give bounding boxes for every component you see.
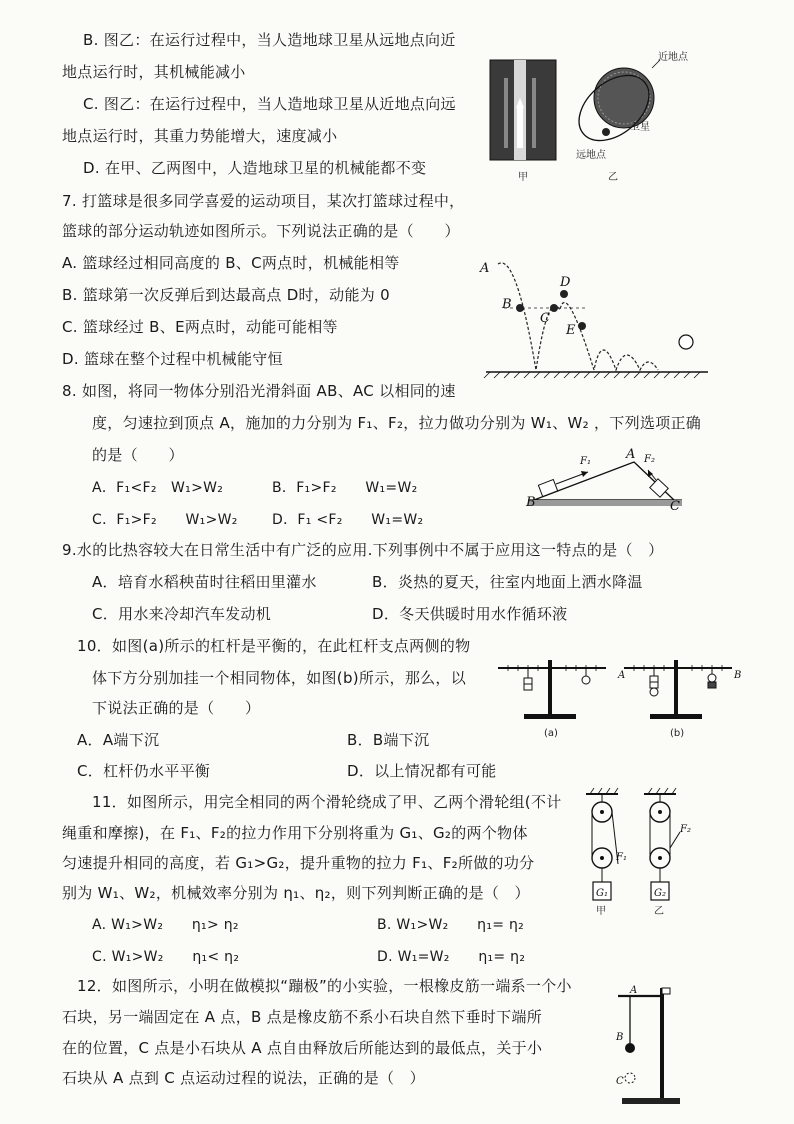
q12-stem-line1: 12．如图所示，小明在做模拟“蹦极”的小实验，一根橡皮筋一端系一个小: [77, 977, 572, 995]
q9-option-d: D．冬天供暖时用水作循环液: [372, 605, 568, 623]
q6-option-b-line2: 地点运行时，其机械能减小: [62, 63, 246, 81]
q7-option-a: A. 篮球经过相同高度的 B、C两点时，机械能相等: [62, 254, 400, 272]
q8-stem-line1: 8. 如图，将同一物体分别沿光滑斜面 AB、AC 以相同的速: [62, 382, 456, 400]
q8-option-a: A．F₁<F₂ W₁>W₂: [92, 480, 224, 496]
q11-label-f2: F₂: [680, 824, 691, 835]
q10-lever-a: [498, 660, 606, 719]
q10-lever-b: [624, 660, 732, 719]
q11-label-f1: F₁: [616, 852, 627, 863]
q10-caption-b: (b): [670, 728, 685, 739]
q10-figure: [494, 656, 744, 742]
q8-stem-line3: 的是（ ）: [92, 446, 184, 464]
q7-figure: [476, 250, 716, 380]
q6-figure: [484, 48, 688, 184]
q9-stem: 9.水的比热容较大在日常生活中有广泛的应用.下列事例中不属于应用这一特点的是（ ）: [62, 541, 664, 559]
q6-option-b-line1: B. 图乙：在运行过程中，当人造地球卫星从远地点向近: [83, 31, 456, 49]
q8-block-right: [650, 479, 668, 497]
q10-stem-line1: 10．如图(a)所示的杠杆是平衡的，在此杠杆支点两侧的物: [77, 637, 471, 655]
q11-option-a: A. W₁>W₂ η₁> η₂: [92, 917, 239, 933]
q11-option-d: D. W₁=W₂ η₁= η₂: [377, 949, 526, 965]
q8-label-a: A: [626, 447, 636, 462]
q8-option-d: D．F₁ <F₂ W₁=W₂: [272, 512, 424, 528]
q6-figure-yi-orbit: [567, 60, 662, 154]
q11-pulley-jia: [586, 788, 618, 900]
q10-label-a: A: [618, 670, 626, 681]
q6-caption-jia: 甲: [518, 172, 528, 183]
q11-stem-line3: 匀速提升相同的高度，若 G₁>G₂，提升重物的拉力 F₁、F₂所做的功分: [62, 854, 535, 872]
q11-caption-jia: 甲: [596, 906, 606, 917]
q6-figure-jia-photo: [490, 60, 556, 160]
q10-stem-line3: 下说法正确的是（ ）: [92, 699, 261, 717]
q12-stem-line4: 石块从 A 点到 C 点运动过程的说法，正确的是（ ）: [62, 1069, 425, 1087]
q12-label-c: C: [616, 1076, 624, 1087]
q6-option-c-line2: 地点运行时，其重力势能增大，速度减小: [62, 127, 338, 145]
q8-block-left: [538, 480, 557, 497]
q7-label-c: C: [540, 311, 550, 326]
q7-label-a: A: [480, 261, 490, 276]
q9-option-a: A．培育水稻秧苗时往稻田里灌水: [92, 573, 317, 591]
q8-figure: [526, 444, 686, 514]
q11-figure: [582, 788, 712, 926]
q7-point-e: [578, 322, 586, 330]
q12-stem-line3: 在的位置，C 点是小石块从 A 点自由释放后所能达到的最低点，关于小: [62, 1039, 543, 1057]
q10-option-d: D．以上情况都有可能: [347, 762, 497, 780]
q10-option-c: C．杠杆仍水平平衡: [77, 762, 211, 780]
q8-label-c: C: [670, 499, 680, 514]
q9-option-b: B．炎热的夏天，往室内地面上洒水降温: [372, 573, 643, 591]
q12-label-a: A: [630, 985, 638, 996]
q11-label-g1: G₁: [596, 888, 608, 899]
q8-option-b: B．F₁>F₂ W₁=W₂: [272, 480, 418, 496]
q7-label-d: D: [560, 275, 571, 290]
q7-option-d: D. 篮球在整个过程中机械能守恒: [62, 350, 283, 368]
q12-figure: [608, 984, 688, 1108]
q11-caption-yi: 乙: [654, 906, 664, 917]
q7-point-c: [550, 304, 558, 312]
q8-option-c: C．F₁>F₂ W₁>W₂: [92, 512, 238, 528]
q9-option-c: C．用水来冷却汽车发动机: [92, 605, 272, 623]
q11-label-g2: G₂: [654, 888, 666, 899]
q12-stem-line2: 石块，另一端固定在 A 点，B 点是橡皮筋不系小石块自然下垂时下端所: [62, 1008, 543, 1026]
q7-label-b: B: [502, 297, 512, 312]
q7-point-b: [516, 304, 524, 312]
q8-label-f1: F₁: [580, 456, 591, 467]
q11-option-c: C. W₁>W₂ η₁< η₂: [92, 949, 240, 965]
q7-option-c: C. 篮球经过 B、E两点时，动能可能相等: [62, 318, 338, 336]
q7-basketball: [679, 335, 693, 349]
q6-label-satellite: 卫星: [630, 122, 650, 133]
q6-option-c-line1: C. 图乙：在运行过程中，当人造地球卫星从近地点向远: [83, 95, 456, 113]
q6-label-apogee: 远地点: [576, 150, 606, 161]
q7-stem-line2: 篮球的部分运动轨迹如图所示。下列说法正确的是（ ）: [62, 222, 460, 240]
q6-option-d: D. 在甲、乙两图中，人造地球卫星的机械能都不变: [83, 159, 427, 177]
q12-label-b: B: [616, 1032, 624, 1043]
q8-label-f2: F₂: [644, 454, 655, 465]
q7-trajectory: [498, 263, 658, 370]
q10-stem-line2: 体下方分别加挂一个相同物体，如图(b)所示，那么，以: [92, 669, 467, 687]
q7-label-e: E: [566, 323, 576, 338]
q11-option-b: B. W₁>W₂ η₁= η₂: [377, 917, 525, 933]
q11-stem-line4: 别为 W₁、W₂，机械效率分别为 η₁、η₂，则下列判断正确的是（ ）: [62, 884, 530, 902]
q6-caption-yi: 乙: [608, 172, 618, 183]
q11-stem-line1: 11．如图所示，用完全相同的两个滑轮绕成了甲、乙两个滑轮组(不计: [92, 793, 562, 811]
q10-caption-a: (a): [544, 728, 558, 739]
q11-stem-line2: 绳重和摩擦)，在 F₁、F₂的拉力作用下分别将重为 G₁、G₂的两个物体: [62, 824, 528, 842]
q11-pulley-yi: [644, 788, 680, 900]
q10-option-a: A．A端下沉: [77, 731, 160, 749]
q8-inclines: [534, 462, 674, 500]
q7-stem-line1: 7. 打篮球是很多同学喜爱的运动项目，某次打篮球过程中，: [62, 192, 465, 210]
q7-point-d: [560, 290, 568, 298]
q10-label-b: B: [734, 670, 742, 681]
q12-stone: [625, 1043, 635, 1053]
q10-option-b: B．B端下沉: [347, 731, 430, 749]
q8-label-b: B: [526, 495, 536, 510]
q7-option-b: B. 篮球第一次反弹后到达最高点 D时，动能为 0: [62, 286, 390, 304]
q8-stem-line2: 度，匀速拉到顶点 A，施加的力分别为 F₁、F₂，拉力做功分别为 W₁、W₂ ，下列选项正确: [92, 414, 702, 432]
q6-label-perigee: 近地点: [658, 52, 688, 63]
